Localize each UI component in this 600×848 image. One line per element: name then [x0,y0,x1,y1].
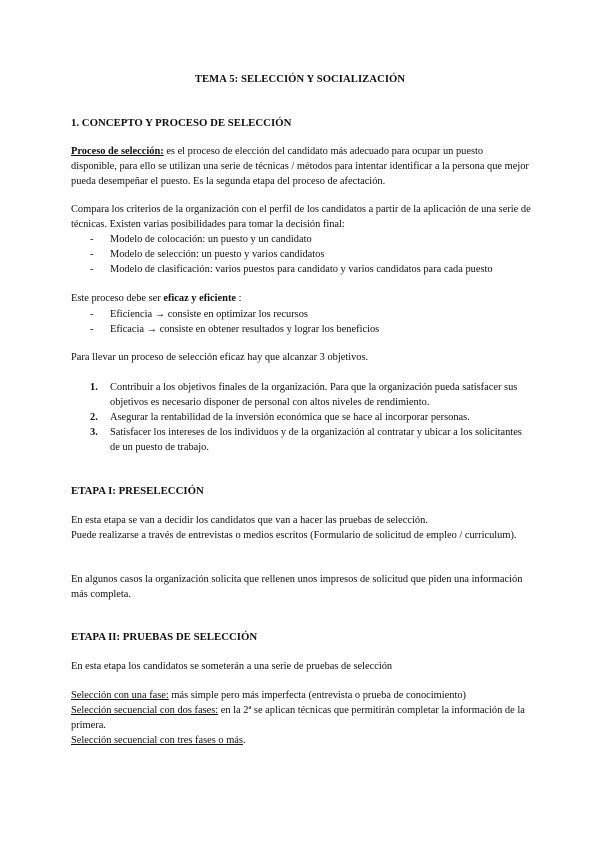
list-item: - Modelo de clasificación: varios puestos para candidato y varios candidatos para cada puesto [71,262,531,277]
selection-three-phases-text: . [242,735,246,746]
selection-two-phases-text: en la 2ª se aplican técnicas que permitirán completar la información de la primera. [71,705,525,731]
list-item [71,380,531,410]
objective-number: 2. [90,412,98,423]
objective-number: 1. [90,382,98,393]
list-item [71,410,531,425]
must-be-bold: eficaz y eficiente [163,293,237,304]
objectives-intro: Para llevar un proceso de selección eficaz hay que alcanzar 3 objetivos. [71,352,369,363]
selection-three-phases [71,733,531,748]
stage1-heading: ETAPA I: PRESELECCIÓN [71,485,204,497]
definition-paragraph [71,144,531,189]
list-item: - Modelo de selección: un puesto y varios candidatos [71,247,531,262]
selection-two-phases-term: Selección secuencial con dos fases: [71,705,219,716]
list-item: - Eficacia → consiste en obtener resultados y lograr los beneficios [71,322,531,337]
document-title: TEMA 5: SELECCIÓN Y SOCIALIZACIÓN [194,74,406,85]
stage1-paragraph2: En algunos casos la organización solicita que rellenen unos impresos de solicitud que piden una información más completa. [71,574,523,600]
definition-text: es el proceso de elección del candidato más adecuado para ocupar un puesto disponible, para ello se utilizan una serie de técnicas / métodos para intentar identificar a la persona que mejor pueda desempeñar el puesto. Es la segunda etapa del proceso de afectación. [71,146,529,187]
must-be-prefix: Este proceso debe ser [71,293,164,304]
selection-one-phase [71,688,531,703]
objective-number: 3. [90,427,98,438]
selection-three-phases-term: Selección secuencial con tres fases o más [71,735,243,746]
definition-term: Proceso de selección: [71,146,164,157]
selection-one-phase-term: Selección con una fase: [71,690,169,701]
stage1-line1: En esta etapa se van a decidir los candidatos que van a hacer las pruebas de selección. [71,515,428,526]
must-be-paragraph [71,291,531,306]
compare-paragraph: Compara los criterios de la organización con el perfil de los candidatos a partir de la aplicación de una serie de técnicas. Existen varias posibilidades para tomar la decisión final: [71,204,531,230]
must-be-suffix: : [236,293,242,304]
objective-text: Satisfacer los intereses de los individuos y de la organización al contratar y ubicar a los solicitantes de un puesto de trabajo. [110,427,522,453]
list-item: - Modelo de colocación: un puesto y un candidato [71,232,531,247]
stage1-line2: Puede realizarse a través de entrevistas o medios escritos (Formulario de solicitud de empleo / curriculum). [71,530,517,541]
list-item: - Eficiencia → consiste en optimizar los recursos [71,307,531,322]
section-heading-concepto: 1. CONCEPTO Y PROCESO DE SELECCIÓN [71,117,292,129]
selection-one-phase-text: más simple pero más imperfecta (entrevista o prueba de conocimiento) [168,690,466,701]
objectives-list [71,380,531,455]
models-list [71,232,531,277]
stage2-heading: ETAPA II: PRUEBAS DE SELECCIÓN [71,631,258,643]
selection-two-phases [71,703,531,733]
qualities-list [71,307,531,337]
list-item [71,425,531,455]
objective-text: Asegurar la rentabilidad de la inversión económica que se hace al incorporar personas. [110,412,470,423]
stage2-intro: En esta etapa los candidatos se someterán a una serie de pruebas de selección [71,661,393,672]
objective-text: Contribuir a los objetivos finales de la organización. Para que la organización pueda satisfacer sus objetivos es necesario disponer de personal con altos niveles de rendimiento. [110,382,518,408]
